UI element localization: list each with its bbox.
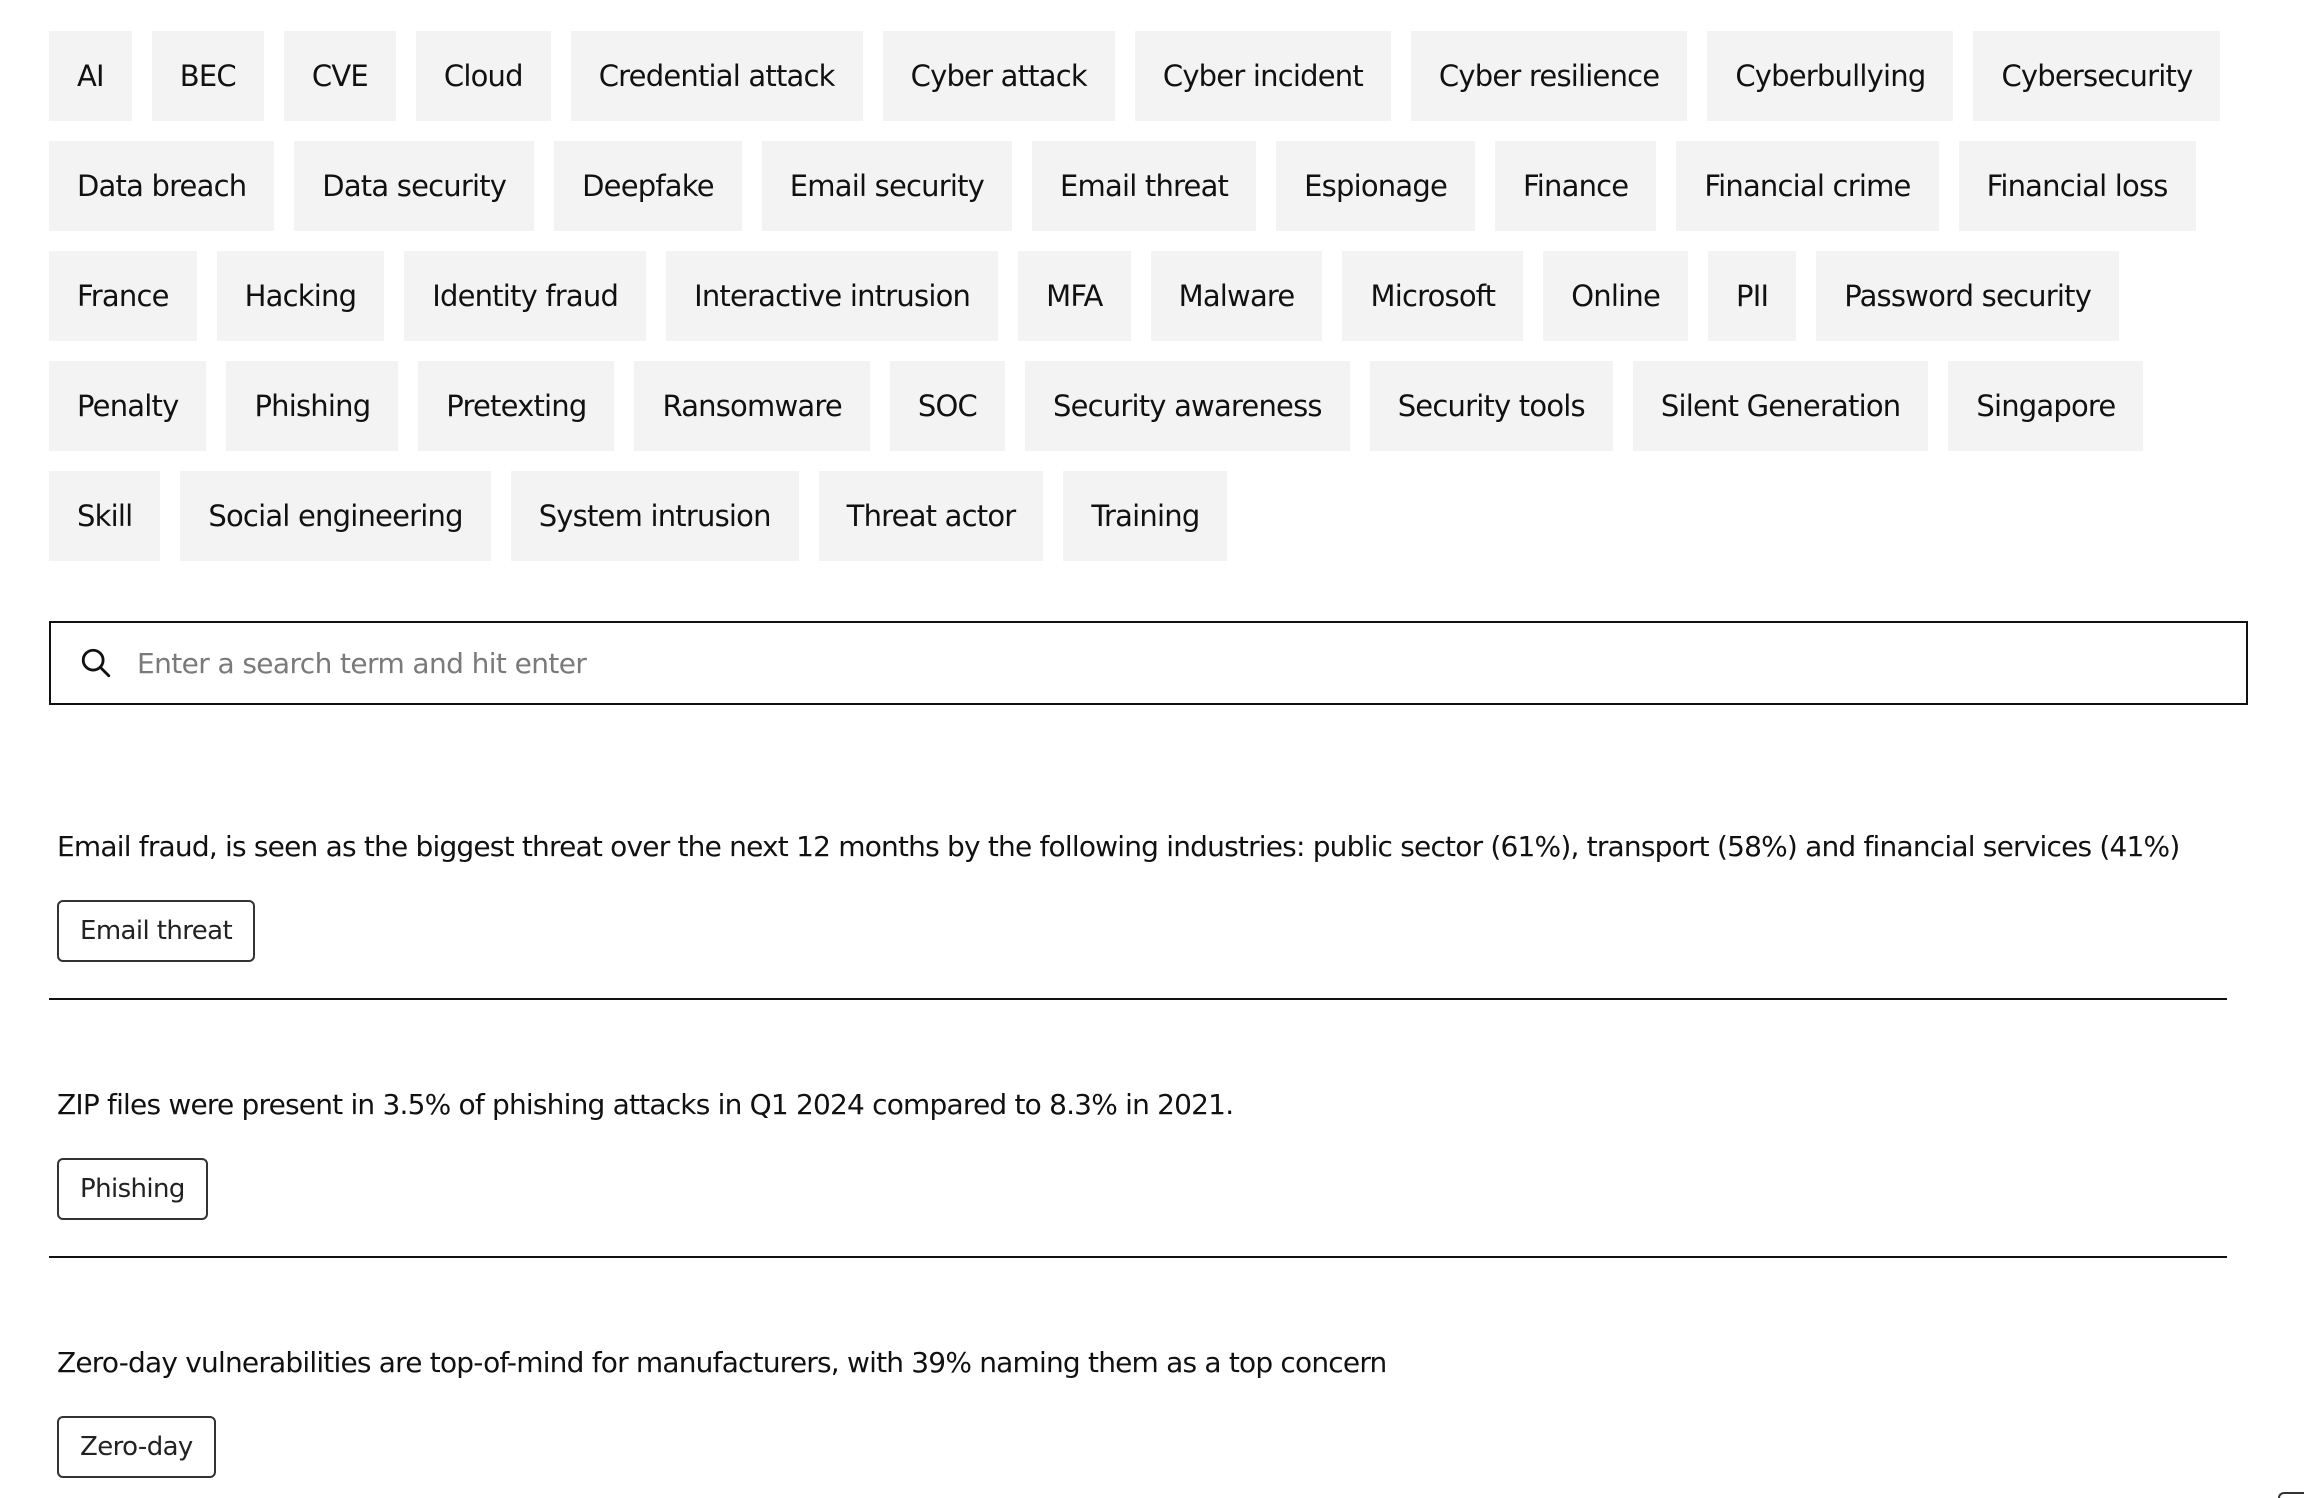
tag-filter-threat-actor[interactable]: Threat actor <box>819 471 1044 561</box>
tag-filter-system-intrusion[interactable]: System intrusion <box>511 471 799 561</box>
tag-filter-cve[interactable]: CVE <box>284 31 396 121</box>
tag-filter-identity-fraud[interactable]: Identity fraud <box>404 251 646 341</box>
tag-filter-security-awareness[interactable]: Security awareness <box>1025 361 1350 451</box>
stat-tag-link[interactable]: Zero-day <box>57 1416 216 1478</box>
tag-filter-pii[interactable]: PII <box>1708 251 1796 341</box>
tag-filter-microsoft[interactable]: Microsoft <box>1342 251 1523 341</box>
tag-filter-pretexting[interactable]: Pretexting <box>418 361 614 451</box>
tag-filter-cyber-attack[interactable]: Cyber attack <box>883 31 1115 121</box>
tag-filter-credential-attack[interactable]: Credential attack <box>571 31 863 121</box>
stat-tag-link[interactable]: Email threat <box>57 900 255 962</box>
tag-filter-financial-crime[interactable]: Financial crime <box>1676 141 1938 231</box>
tag-filter-training[interactable]: Training <box>1063 471 1227 561</box>
search-icon <box>79 646 113 680</box>
tag-filter-financial-loss[interactable]: Financial loss <box>1959 141 2196 231</box>
stat-item <box>49 1258 2227 1498</box>
scroll-to-top-button-edge[interactable] <box>2278 1492 2304 1498</box>
search-box[interactable] <box>49 621 2248 705</box>
tag-filter-singapore[interactable]: Singapore <box>1948 361 2143 451</box>
tag-filter-malware[interactable]: Malware <box>1151 251 1323 341</box>
tag-filter-silent-generation[interactable]: Silent Generation <box>1633 361 1929 451</box>
tag-filter-skill[interactable]: Skill <box>49 471 160 561</box>
tag-filter-data-breach[interactable]: Data breach <box>49 141 274 231</box>
tag-filter-cybersecurity[interactable]: Cybersecurity <box>1973 31 2220 121</box>
tag-filter-bec[interactable]: BEC <box>152 31 264 121</box>
tag-filter-interactive-intrusion[interactable]: Interactive intrusion <box>666 251 998 341</box>
tag-filter-hacking[interactable]: Hacking <box>217 251 385 341</box>
tag-filter-cyberbullying[interactable]: Cyberbullying <box>1707 31 1953 121</box>
tag-filter-espionage[interactable]: Espionage <box>1276 141 1475 231</box>
search-input[interactable] <box>137 633 2246 693</box>
stat-text: Zero-day vulnerabilities are top-of-mind for manufacturers, with 39% naming them as a top concern <box>57 1346 1387 1379</box>
tag-filter-cyber-resilience[interactable]: Cyber resilience <box>1411 31 1687 121</box>
stat-item <box>49 1000 2227 1258</box>
tag-filter-email-security[interactable]: Email security <box>762 141 1012 231</box>
tag-filter-ai[interactable]: AI <box>49 31 132 121</box>
tag-filter-online[interactable]: Online <box>1543 251 1688 341</box>
tag-filter-cloud[interactable]: Cloud <box>416 31 551 121</box>
tag-filter-ransomware[interactable]: Ransomware <box>634 361 869 451</box>
tag-filter-penalty[interactable]: Penalty <box>49 361 206 451</box>
tag-filter-cyber-incident[interactable]: Cyber incident <box>1135 31 1391 121</box>
tag-filter-password-security[interactable]: Password security <box>1816 251 2119 341</box>
stat-text: Email fraud, is seen as the biggest threat over the next 12 months by the following industries: public sector (61%), transport (58%) and financial services (41%) <box>57 830 2180 863</box>
tag-filter-deepfake[interactable]: Deepfake <box>554 141 742 231</box>
tag-filter-cloud <box>49 31 2269 561</box>
tag-filter-data-security[interactable]: Data security <box>294 141 534 231</box>
stat-text: ZIP files were present in 3.5% of phishing attacks in Q1 2024 compared to 8.3% in 2021. <box>57 1088 1234 1121</box>
tag-filter-email-threat[interactable]: Email threat <box>1032 141 1256 231</box>
tag-filter-social-engineering[interactable]: Social engineering <box>180 471 490 561</box>
statistics-list <box>49 742 2227 1498</box>
tag-filter-finance[interactable]: Finance <box>1495 141 1656 231</box>
tag-filter-france[interactable]: France <box>49 251 197 341</box>
stat-item <box>49 742 2227 1000</box>
tag-filter-mfa[interactable]: MFA <box>1018 251 1130 341</box>
tag-filter-phishing[interactable]: Phishing <box>226 361 398 451</box>
stat-tag-link[interactable]: Phishing <box>57 1158 208 1220</box>
tag-filter-security-tools[interactable]: Security tools <box>1370 361 1613 451</box>
tag-filter-soc[interactable]: SOC <box>890 361 1005 451</box>
